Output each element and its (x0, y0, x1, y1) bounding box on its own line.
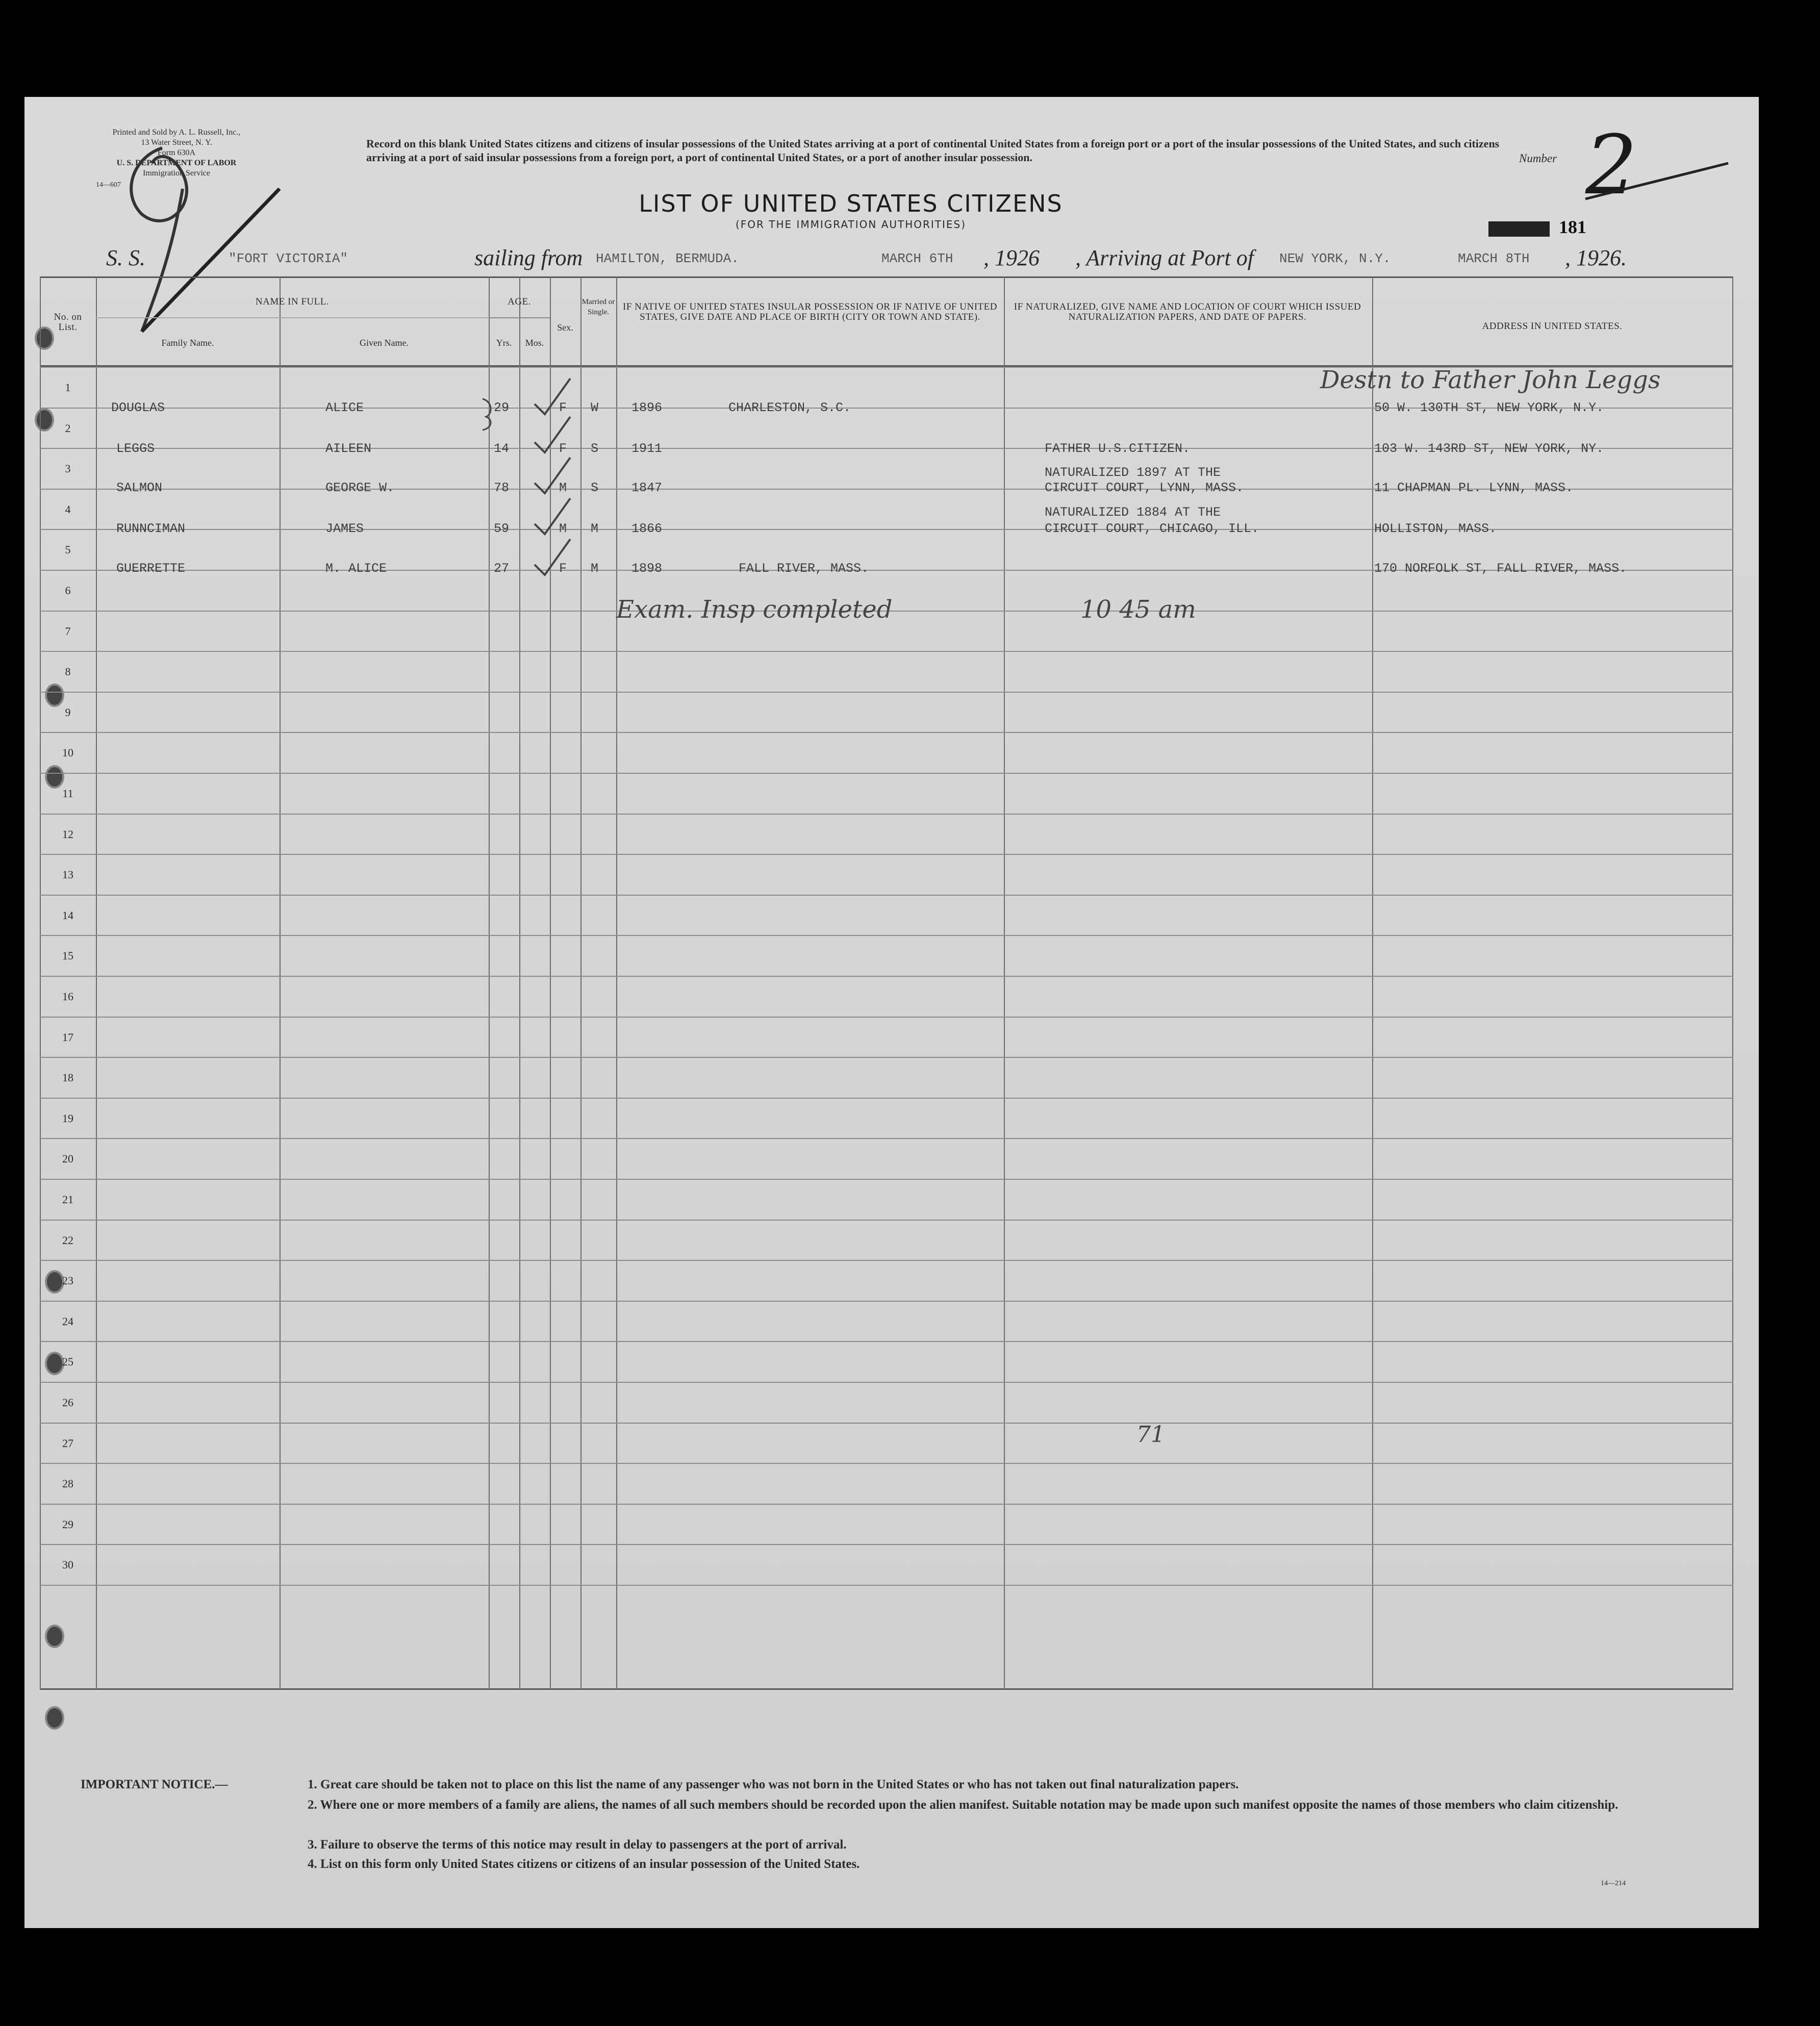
row-2-yrs: 14 (494, 441, 510, 456)
row-3-naturalized-line2: CIRCUIT COURT, LYNN, MASS. (1045, 480, 1244, 495)
row-5-yrs: 27 (494, 561, 510, 576)
row-number: 13 (62, 868, 73, 881)
number-underline-stroke (1580, 158, 1733, 204)
row-2-given: AILEEN (325, 441, 372, 456)
row-3-family: SALMON (116, 480, 163, 495)
row-5-birth-year: 1898 (631, 561, 663, 576)
row-number: 25 (62, 1355, 73, 1369)
row-number: 6 (65, 584, 71, 597)
row-number: 16 (62, 990, 73, 1003)
row-5-given: M. ALICE (325, 561, 387, 576)
row-number: 7 (65, 624, 71, 638)
row-2-address: 103 W. 143RD ST, NEW YORK, NY. (1374, 441, 1604, 456)
col-given-header: Given Name. (360, 338, 409, 348)
row-number: 17 (62, 1030, 73, 1044)
checkmarks (524, 373, 601, 608)
bracket-mark (478, 396, 499, 432)
row-number: 26 (62, 1396, 73, 1409)
notice-item-2: 2. Where one or more members of a family are aliens, the names of all such members should be recorded upon the alien manifest. Suitable notation may be made upon such manifest opposite the names of those members who claim citizenship. (308, 1798, 1619, 1812)
row-rule (40, 976, 1733, 977)
row-4-given: JAMES (325, 521, 364, 536)
row-4-birth-year: 1866 (631, 521, 663, 536)
row-2-family: LEGGS (116, 441, 155, 456)
printer-line: 13 Water Street, N. Y. (141, 138, 212, 147)
row-1-birth-year: 1896 (631, 400, 663, 415)
row-number: 9 (65, 705, 71, 719)
row-3-given: GEORGE W. (325, 480, 395, 495)
page-title: LIST OF UNITED STATES CITIZENS (639, 190, 1063, 217)
row-number: 12 (62, 827, 73, 841)
row-1-given: ALICE (325, 400, 364, 415)
row-number: 2 (65, 421, 71, 435)
page-subtitle: (FOR THE IMMIGRATION AUTHORITIES) (735, 218, 967, 231)
col-family-header: Family Name. (161, 338, 214, 348)
check-mark-icon (535, 417, 570, 452)
printer-line: Form 630A (157, 148, 196, 157)
col-married-header: Married or Single. (582, 298, 615, 316)
ss-label: S. S. (106, 245, 145, 270)
col-sex-header: Sex. (557, 322, 573, 333)
row-3-birth-year: 1847 (631, 480, 663, 495)
row-number: 14 (62, 908, 73, 922)
row-rule (40, 1301, 1733, 1302)
printer-line: Printed and Sold by A. L. Russell, Inc., (112, 128, 241, 137)
row-rule (40, 1504, 1733, 1505)
notice-title: IMPORTANT NOTICE.— (81, 1778, 228, 1791)
depart-date: MARCH 6TH (881, 251, 953, 266)
row-4-naturalized: NATURALIZED 1884 AT THE (1045, 505, 1221, 520)
row-number: 5 (65, 543, 71, 556)
row-5-ms: M (591, 561, 599, 576)
col-no-header: No. on List. (54, 312, 82, 333)
row-rule (40, 1057, 1733, 1058)
printer-line: Immigration Service (143, 169, 210, 178)
form-mark: 14—214 (1601, 1880, 1626, 1887)
row-4-sex: M (559, 521, 567, 536)
row-rule (40, 1220, 1733, 1221)
row-5-address: 170 NORFOLK ST, FALL RIVER, MASS. (1374, 561, 1627, 576)
row-number: 11 (62, 787, 73, 800)
row-number: 22 (62, 1233, 73, 1247)
row-rule (40, 1382, 1733, 1383)
row-number: 21 (62, 1193, 73, 1206)
col-address-header: ADDRESS IN UNITED STATES. (1482, 321, 1623, 332)
row-2-birth-year: 1911 (631, 441, 663, 456)
from-port: HAMILTON, BERMUDA. (596, 251, 739, 266)
row-3-ms: S (591, 480, 599, 495)
col-name-header: NAME IN FULL. (255, 296, 330, 307)
row-rule (40, 651, 1733, 652)
col-yrs-header: Yrs. (496, 338, 512, 348)
record-instructions: Record on this blank United States citizens and citizens of insular possessions of the United States arriving at a port of continental United States from a foreign port or a port of the insular possessions of the United States, and such citizens arriving at a port of said insular possessions from a foreign port, a port of continental United States, or a port of another insular possession. (366, 137, 1500, 164)
notice-item-4: 4. List on this form only United States citizens or citizens of an insular possession of the United States. (308, 1857, 860, 1871)
row-1-address: 50 W. 130TH ST, NEW YORK, N.Y. (1374, 400, 1604, 415)
row-rule (40, 1138, 1733, 1139)
list-number: 2 (1585, 117, 1637, 213)
row-4-family: RUNNCIMAN (116, 521, 186, 536)
notice-item-1: 1. Great care should be taken not to place on this list the name of any passenger who was not born in the United States or who has not taken out final naturalization papers. (308, 1778, 1239, 1791)
arrival-port: NEW YORK, N.Y. (1279, 251, 1391, 266)
row-5-sex: F (559, 561, 567, 576)
row-rule (40, 1098, 1733, 1099)
row-3-yrs: 78 (494, 480, 510, 495)
row-number: 29 (62, 1517, 73, 1531)
row-number: 10 (62, 746, 73, 759)
row-rule (40, 1463, 1733, 1464)
row-rule (40, 1260, 1733, 1261)
row-2-sex: F (559, 441, 567, 456)
number-label: Number (1519, 152, 1557, 165)
col-age-header: AGE. (508, 296, 531, 307)
row-2-ms: S (591, 441, 599, 456)
ship-name: "FORT VICTORIA" (229, 251, 348, 266)
row-3-sex: M (559, 480, 567, 495)
row-rule (40, 1179, 1733, 1180)
col-mos-header: Mos. (525, 338, 544, 348)
row-rule (40, 1423, 1733, 1424)
row-4-naturalized-line2: CIRCUIT COURT, CHICAGO, ILL. (1045, 521, 1259, 536)
row-number: 3 (65, 462, 71, 475)
check-mark-icon (535, 498, 570, 534)
check-mark-icon (535, 378, 570, 414)
row-number: 1 (65, 381, 71, 394)
row-1-family: DOUGLAS (111, 400, 165, 415)
sailing-label: sailing from (474, 245, 583, 270)
row-number: 20 (62, 1152, 73, 1166)
punch-hole (45, 1706, 64, 1730)
handwritten-time-note: 10 45 am (1080, 595, 1196, 624)
row-number: 18 (62, 1071, 73, 1084)
row-number: 27 (62, 1436, 73, 1450)
row-number: 4 (65, 502, 71, 516)
handwritten-mark: 71 (1136, 1422, 1165, 1448)
handwritten-inspection-note: Exam. Insp completed (616, 595, 893, 624)
stamp-number (1488, 216, 1586, 238)
row-5-family: GUERRETTE (116, 561, 186, 576)
row-1-yrs: 29 (494, 400, 510, 415)
arriving-label: , Arriving at Port of (1075, 245, 1254, 270)
voyage-line (24, 245, 1759, 270)
notice-item-3: 3. Failure to observe the terms of this notice may result in delay to passengers at the port of arrival. (308, 1838, 847, 1852)
check-mark-icon (535, 458, 570, 493)
row-5-birth-place: FALL RIVER, MASS. (739, 561, 869, 576)
row-4-address: HOLLISTON, MASS. (1374, 521, 1497, 536)
stamp-text: 181 (1559, 217, 1586, 237)
row-rule (40, 692, 1733, 693)
arrival-year: , 1926. (1565, 245, 1627, 270)
col-naturalized-header: IF NATURALIZED, GIVE NAME AND LOCATION OF COURT WHICH ISSUED NATURALIZATION PAPERS, AND DATE OF PAPERS. (1014, 301, 1361, 322)
row-4-ms: M (591, 521, 599, 536)
row-1-birth-place: CHARLESTON, S.C. (728, 400, 851, 415)
row-rule (40, 732, 1733, 733)
row-number: 15 (62, 949, 73, 963)
row-number: 30 (62, 1558, 73, 1572)
row-rule (40, 814, 1733, 815)
row-number: 19 (62, 1111, 73, 1125)
handwritten-destination-note: Destn to Father John Leggs (1320, 366, 1661, 394)
check-mark-icon (535, 539, 570, 575)
row-rule (40, 854, 1733, 855)
passenger-table (40, 276, 1733, 1689)
row-1-ms: W (591, 400, 599, 415)
row-rule (40, 895, 1733, 896)
row-rule (40, 935, 1733, 936)
row-rule (40, 1017, 1733, 1018)
row-number: 28 (62, 1477, 73, 1490)
row-3-naturalized: NATURALIZED 1897 AT THE (1045, 465, 1221, 480)
form-code: 14—607 (96, 181, 121, 189)
row-3-address: 11 CHAPMAN PL. LYNN, MASS. (1374, 480, 1574, 495)
row-rule (40, 1341, 1733, 1342)
depart-year: , 1926 (983, 245, 1040, 270)
row-number: 24 (62, 1314, 73, 1328)
col-birth-header: IF NATIVE OF UNITED STATES INSULAR POSSESSION OR IF NATIVE OF UNITED STATES, GIVE DATE AND PLACE OF BIRTH (CITY OR TOWN AND STATE). (623, 301, 997, 322)
row-number: 8 (65, 665, 71, 678)
row-2-naturalized: FATHER U.S.CITIZEN. (1045, 441, 1191, 456)
row-4-yrs: 59 (494, 521, 510, 536)
row-rule (40, 773, 1733, 774)
row-1-sex: F (559, 400, 567, 415)
printer-line: U. S. DEPARTMENT OF LABOR (116, 159, 237, 167)
row-number: 23 (62, 1274, 73, 1287)
arrival-date: MARCH 8TH (1458, 251, 1530, 266)
row-rule (40, 1585, 1733, 1586)
manifest-sheet (24, 97, 1759, 1928)
row-rule (40, 1544, 1733, 1545)
